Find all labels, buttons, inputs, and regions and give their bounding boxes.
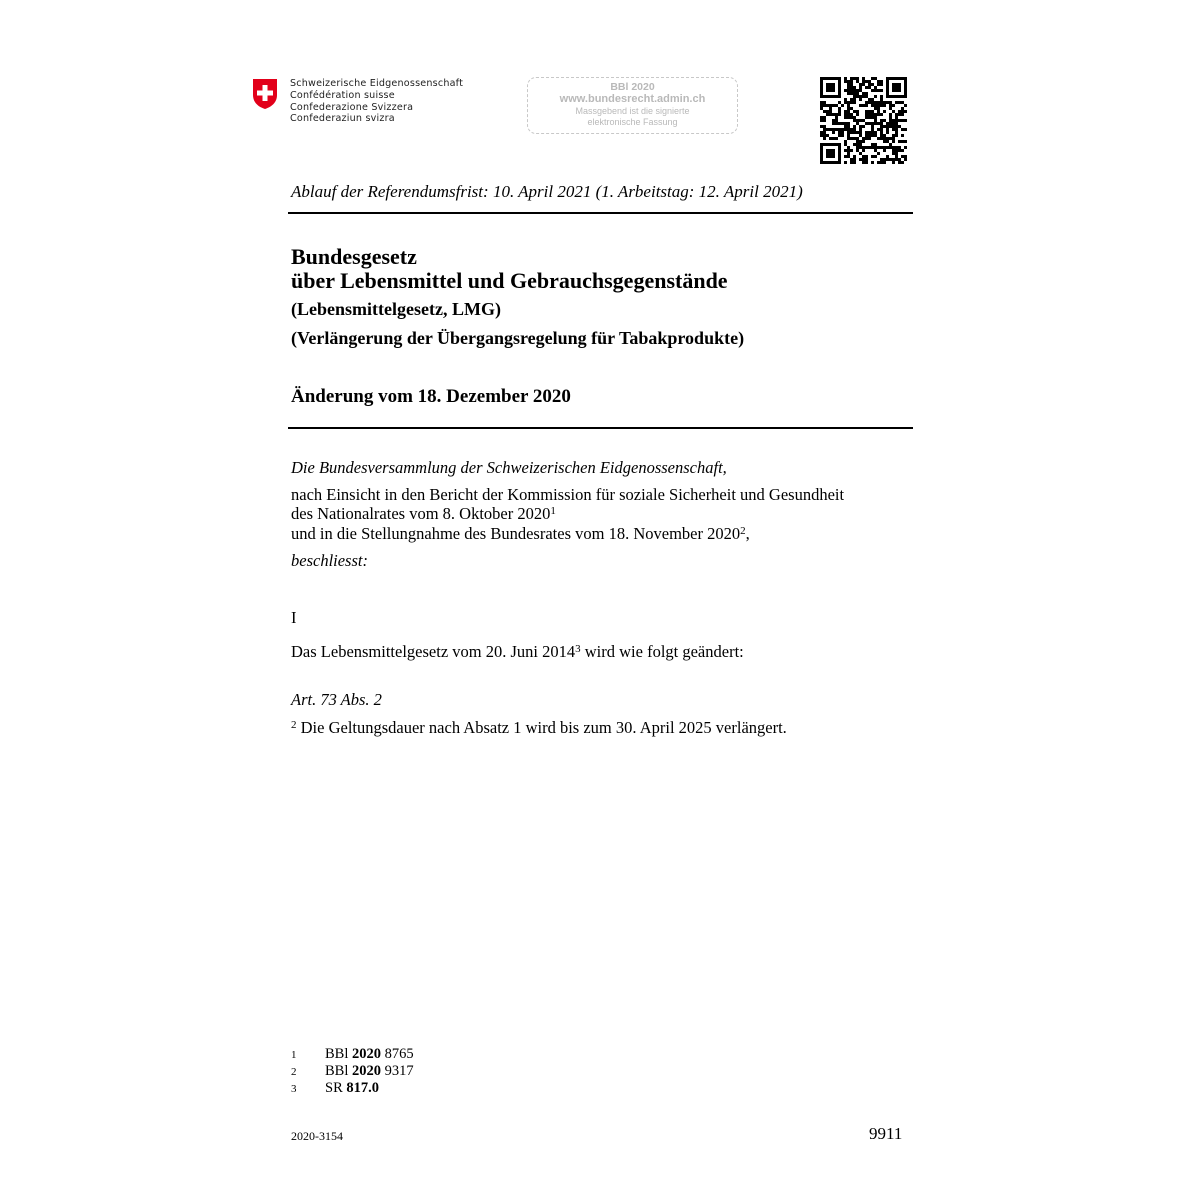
referendum-deadline [291,182,803,202]
page-number: 9911 [869,1124,903,1143]
preamble-line-1: nach Einsicht in den Bericht der Kommission für soziale Sicherheit und Gesundheit [291,485,845,504]
footnote-suffix: 9317 [381,1063,414,1079]
preamble-line-2-text: des Nationalrates vom 8. Oktober 2020 [291,504,551,523]
footnote-text [325,1080,379,1096]
section-intro [291,642,744,661]
preamble-decides: beschliesst: [291,551,368,570]
footnote-suffix: 8765 [381,1046,414,1062]
qr-code-icon [820,77,907,164]
preamble-line-3 [291,524,750,543]
section-numeral: I [291,608,297,627]
title-subject: (Verlängerung der Übergangsregelung für Tabakprodukte) [291,328,745,348]
footnote-2 [291,1063,414,1080]
document-number: 2020-3154 [291,1129,343,1143]
section-intro-text: Das Lebensmittelgesetz vom 20. Juni 2014 [291,642,576,661]
footnote-1 [291,1046,414,1063]
signature-stamp [527,77,738,134]
preamble-line-3-end: , [745,524,750,543]
stamp-note-1: Massgebend ist die signierte [575,106,690,116]
referendum-label: Ablauf der Referendumsfrist: [291,182,489,201]
footnote-3 [291,1080,379,1097]
confederation-names [290,78,463,125]
stamp-url: www.bundesrecht.admin.ch [559,93,706,105]
paragraph-text: Die Geltungsdauer nach Absatz 1 wird bis zum 30. April 2025 verlängert. [296,718,787,737]
article-heading: Art. 73 Abs. 2 [291,690,382,709]
footnote-ref-1[interactable]: 1 [550,505,556,517]
footnote-bold: 2020 [352,1046,381,1062]
confederation-it: Confederazione Svizzera [290,101,414,113]
confederation-de: Schweizerische Eidgenossenschaft [290,78,464,89]
swiss-cross-icon [251,78,279,110]
footnote-bold: 2020 [352,1063,381,1079]
confederation-fr: Confédération suisse [290,89,395,101]
section-intro-end: wird wie folgt geändert: [580,642,744,661]
footnote-ref-2[interactable]: 2 [740,525,746,537]
footnote-number: 3 [291,1083,297,1095]
title-line-1: Bundesgesetz [291,244,417,269]
preamble-line-3-text: und in die Stellungnahme des Bundesrates vom 18. November 2020 [291,524,741,543]
divider [288,212,913,214]
footnote-text [325,1046,414,1062]
footnote-number: 2 [291,1066,297,1078]
amendment-date: Änderung vom 18. Dezember 2020 [291,386,571,407]
referendum-date: 10. April 2021 [492,182,592,201]
preamble-assembly: Die Bundesversammlung der Schweizerischen Eidgenossenschaft, [291,458,727,477]
divider [288,427,913,429]
preamble-line-2 [291,504,556,523]
footnote-prefix: SR [325,1080,347,1096]
footnote-text [325,1063,414,1079]
footnote-prefix: BBl [325,1063,352,1079]
footnote-prefix: BBl [325,1046,352,1062]
article-paragraph [291,718,787,737]
stamp-bbl: BBl 2020 [610,81,655,93]
title-short-name: (Lebensmittelgesetz, LMG) [291,299,501,319]
referendum-workday: (1. Arbeitstag: 12. April 2021) [595,182,803,201]
title-line-2: über Lebensmittel und Gebrauchsgegenstände [291,268,728,293]
footnote-ref-3[interactable]: 3 [575,643,581,655]
footnote-bold: 817.0 [346,1080,379,1096]
stamp-note-2: elektronische Fassung [587,117,678,127]
footnote-number: 1 [291,1049,297,1061]
paragraph-number: 2 [291,719,297,731]
confederation-rm: Confederaziun svizra [290,113,395,125]
